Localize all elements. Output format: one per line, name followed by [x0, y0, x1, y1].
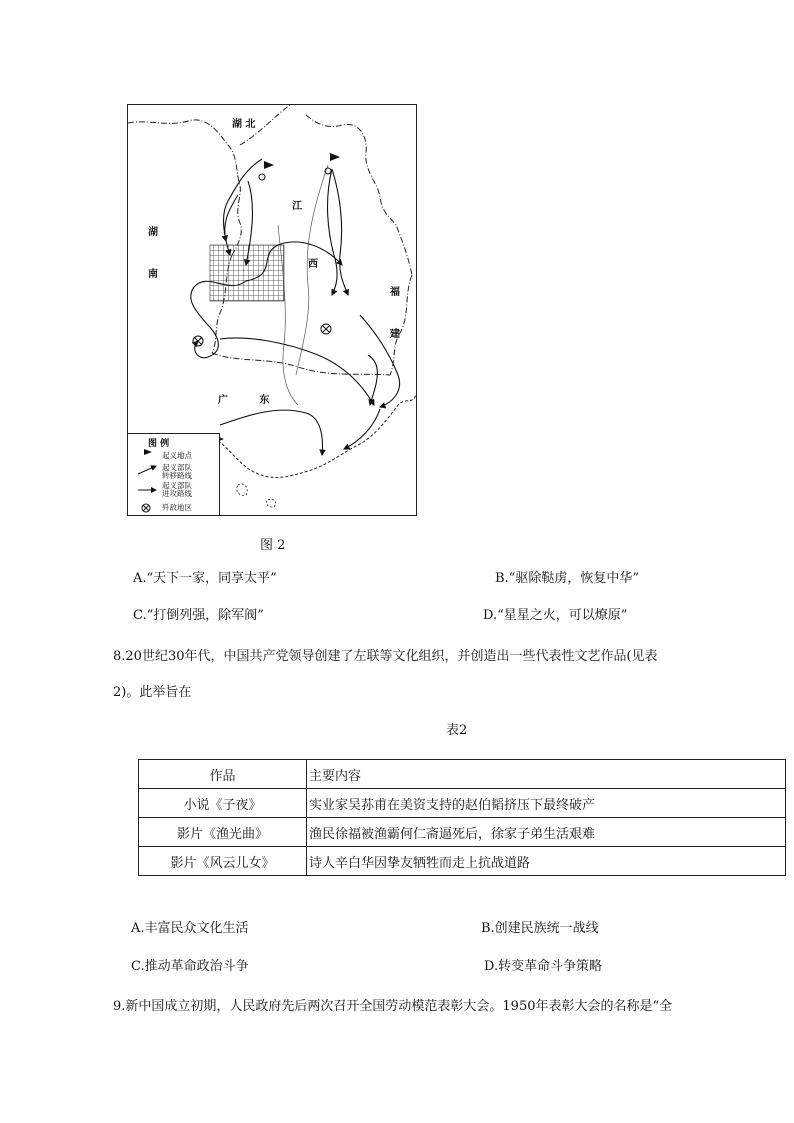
table-cell-work: 影片《风云儿女》: [139, 847, 307, 876]
legend-attack-1: 起义部队: [162, 481, 192, 490]
figure-caption: 图 2: [260, 538, 286, 553]
q8-stem-line1: 8.20世纪30年代，中国共产党领导创建了左联等文化组织，并创造出一些代表性文艺作品(见表: [113, 649, 658, 664]
table-row: [139, 818, 786, 847]
q7-option-c[interactable]: C.“打倒列强，除军阀”: [133, 608, 264, 623]
table-cell-work: 小说《子夜》: [139, 789, 307, 818]
table-header-cell: 主要内容: [307, 760, 786, 789]
q8-option-c[interactable]: C.推动革命政治斗争: [131, 959, 249, 974]
label-hunan-1: 湖: [148, 227, 158, 238]
label-guangdong: 广 东: [218, 395, 270, 406]
table-title: 表2: [446, 723, 468, 738]
table-row: [139, 847, 786, 876]
legend-liberated-area: 歼敌地区: [162, 503, 192, 512]
table-header-cell: 作品: [139, 760, 307, 789]
label-hunan-2: 南: [148, 269, 158, 280]
legend-symbols: [134, 448, 162, 516]
legend-uprising-site: 起义地点: [162, 451, 192, 460]
province-borders: [128, 105, 412, 375]
table-cell-work: 影片《渔光曲》: [139, 818, 307, 847]
q8-option-d[interactable]: D.转变革命斗争策略: [484, 959, 603, 974]
label-fujian-1: 福: [390, 287, 400, 298]
q9-stem-line1: 9.新中国成立初期，人民政府先后两次召开全国劳动模范表彰大会。1950年表彰大会的名称是“全: [113, 999, 673, 1014]
legend-title: 图 例: [148, 439, 170, 449]
label-jiangxi-2: 西: [308, 259, 318, 270]
table-row: [139, 789, 786, 818]
q8-stem-line2: 2)。此举旨在: [113, 685, 192, 700]
battle-markers: [193, 324, 331, 346]
legend-transfer-1: 起义部队: [162, 463, 192, 472]
table-header-row: [139, 760, 786, 789]
uprising-flags: [209, 153, 340, 454]
transfer-arrow-icon: [138, 466, 156, 474]
label-jiangxi-1: 江: [292, 201, 302, 212]
map-legend: [128, 433, 220, 516]
battle-icon: [143, 505, 149, 511]
q7-option-a[interactable]: A.“天下一家，同享太平”: [133, 571, 277, 586]
grid-area: [210, 245, 284, 301]
q8-option-a[interactable]: A.丰富民众文化生活: [131, 921, 249, 936]
table-cell-content: 实业家吴荪甫在美资支持的赵伯韬挤压下最终破产: [307, 789, 786, 818]
works-table: [138, 759, 786, 876]
table-cell-content: 渔民徐福被渔霸何仁斋逼死后，徐家子弟生活艰难: [307, 818, 786, 847]
label-hubei: 湖 北: [232, 119, 256, 130]
historical-map: [127, 104, 417, 516]
q7-option-d[interactable]: D.“星星之火，可以燎原”: [483, 608, 628, 623]
legend-transfer-2: 转移路线: [162, 471, 192, 480]
flag-icon: [144, 449, 152, 458]
table-cell-content: 诗人辛白华因挚友牺牲而走上抗战道路: [307, 847, 786, 876]
q7-option-b[interactable]: B.“驱除鞑虏，恢复中华”: [495, 571, 639, 586]
label-fujian-2: 建: [390, 329, 400, 340]
q8-option-b[interactable]: B.创建民族统一战线: [481, 921, 599, 936]
legend-attack-2: 进攻路线: [162, 489, 192, 498]
